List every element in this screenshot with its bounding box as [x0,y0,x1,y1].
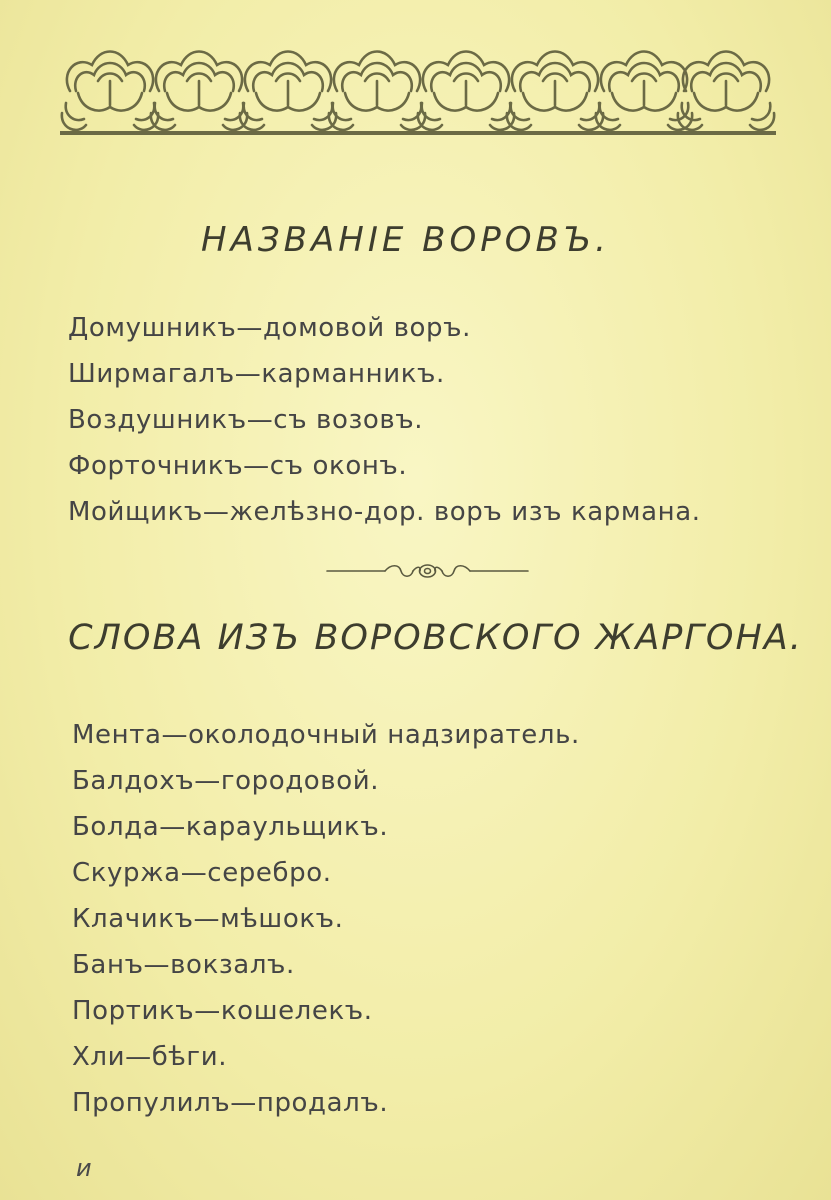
list-item: Мойщикъ—желѣзно-дор. воръ изъ кармана. [68,497,701,527]
section-title-jargon-words: СЛОВА ИЗЪ ВОРОВСКОГО ЖАРГОНА. [68,618,803,658]
list-item: Форточникъ—съ оконъ. [68,451,408,481]
thief-names-list [68,305,701,535]
list-item: Мента—околодочный надзиратель. [72,720,580,750]
list-item: Клачикъ—мѣшокъ. [72,904,344,934]
section-title-thief-names: НАЗВАНIЕ ВОРОВЪ. [201,220,610,260]
floral-border-ornament-icon [58,35,778,145]
list-item: Портикъ—кошелекъ. [72,996,373,1026]
list-item: Ширмагалъ—карманникъ. [68,359,445,389]
scroll-divider-ornament-icon [325,560,530,582]
list-item: Воздушникъ—съ возовъ. [68,405,424,435]
list-item: Болда—караульщикъ. [72,812,389,842]
list-item: Пропулилъ—продалъ. [72,1088,389,1118]
list-item: Банъ—вокзалъ. [72,950,295,980]
list-item: Домушникъ—домовой воръ. [68,313,471,343]
list-item: Скуржа—серебро. [72,858,332,888]
jargon-words-list [72,712,580,1126]
list-item: Балдохъ—городовой. [72,766,380,796]
list-item: Хли—бѣги. [72,1042,228,1072]
catchword-mark: и [76,1154,92,1182]
